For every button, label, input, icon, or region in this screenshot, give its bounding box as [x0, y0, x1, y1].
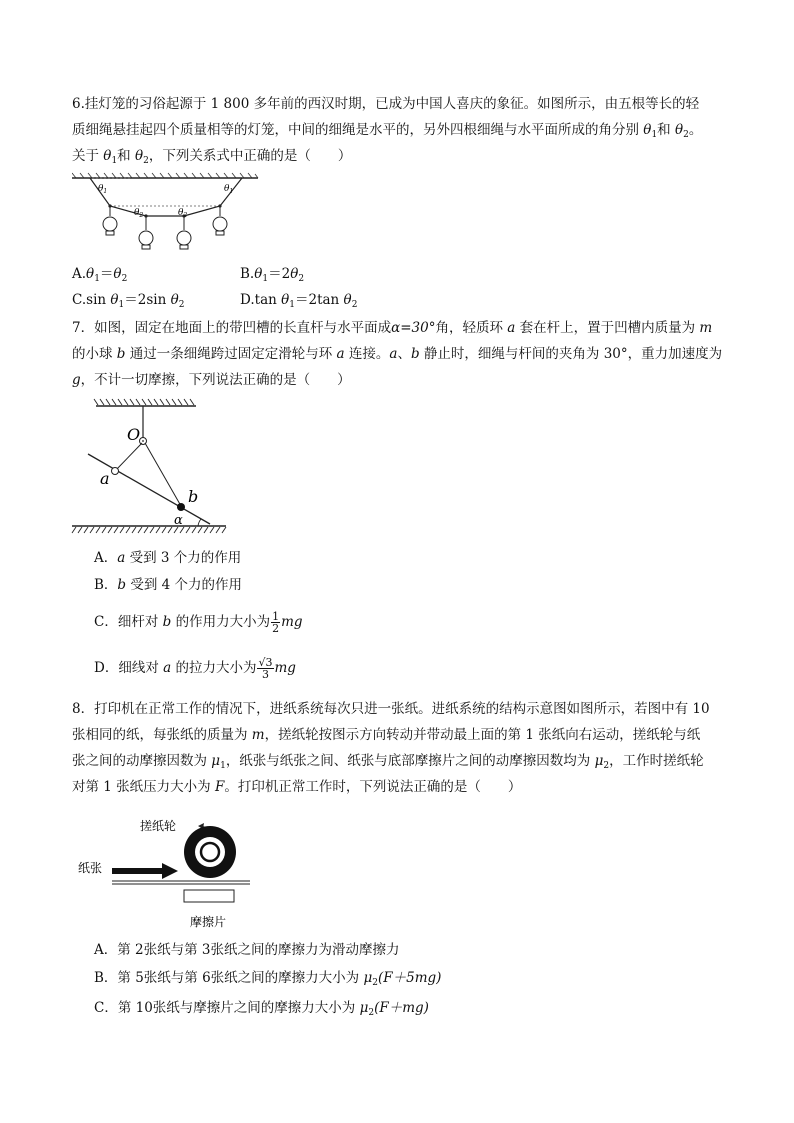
svg-text:θ1: $\theta_1$	[98, 184, 108, 195]
svg-text:b: b	[188, 487, 199, 506]
q6-line1: 6.挂灯笼的习俗起源于 1 800 多年前的西汉时期，已成为中国人喜庆的象征。如图所示，由五根等长的轻	[72, 96, 700, 112]
q8-line3: 张之间的动摩擦因数为 $\mu_1$，纸张与纸张之间、纸张与底部摩擦片之间的动摩擦因数均为 $\mu_2$，工作时搓纸轮	[72, 753, 704, 771]
q8-line2: 张相同的纸，每张纸的质量为 m，搓纸轮按图示方向转动并带动最上面的第 1 张纸向右运动，搓纸轮与纸	[72, 727, 701, 743]
q7-option-d[interactable]: D．细线对 a 的拉力大小为 $\frac{√3}{3}$ mg	[94, 656, 296, 681]
q6-option-d[interactable]: D.tan $\theta_1=2\tan$ $\theta_2$	[240, 292, 358, 310]
q8-option-b[interactable]: B．第 5张纸与第 6张纸之间的摩擦力大小为 $\mu_2(F+5mg)$	[94, 970, 442, 988]
svg-text:纸张: 纸张	[78, 861, 103, 875]
q8-option-c[interactable]: C．第 10张纸与摩擦片之间的摩擦力大小为 $\mu_2(F+mg)$	[94, 1000, 429, 1018]
q7-option-b[interactable]: B．b 受到 4 个力的作用	[94, 577, 243, 593]
q6-option-a[interactable]: $A.\theta_1=\theta_2$	[72, 266, 128, 284]
q8-line1: 8．打印机在正常工作的情况下，进纸系统每次只进一张纸。进纸系统的结构示意图如图所示，若图中有 10	[72, 701, 710, 717]
svg-text:O: O	[127, 425, 141, 444]
svg-text:搓纸轮: 搓纸轮	[140, 819, 177, 833]
q6-option-b[interactable]: $B.\theta_1=2\theta_2$	[240, 266, 305, 284]
q7-option-a[interactable]: A．a 受到 3 个力的作用	[94, 550, 242, 566]
q6-line2: 质细绳悬挂起四个质量相等的灯笼，中间的细绳是水平的，另外四根细绳与水平面所成的角分别 $\theta_1$和 $\theta_2$。	[72, 122, 703, 140]
q7-rod-figure	[70, 396, 230, 538]
q7-line3: g，不计一切摩擦，下列说法正确的是（ ）	[72, 372, 351, 388]
q7-c-fraction: $\frac{1}{2}$	[272, 610, 280, 635]
q8-line4: 对第 1 张纸压力大小为 F。打印机正常工作时，下列说法正确的是（ ）	[72, 779, 522, 795]
q7-d-fraction: $\frac{√3}{3}$	[258, 656, 273, 681]
svg-text:θ2: $\theta_2$	[134, 208, 144, 219]
q6-line3: 关于 $\theta_1$和 $\theta_2$，下列关系式中正确的是（ ）	[72, 148, 352, 166]
svg-text:θ2: $\theta_2$	[178, 208, 188, 219]
q6-option-c[interactable]: C.sin $\theta_1=2\sin$ $\theta_2$	[72, 292, 185, 310]
svg-text:θ1: $\theta_1$	[224, 184, 234, 195]
svg-text:摩擦片: 摩擦片	[190, 915, 227, 929]
svg-text:α: α	[174, 513, 183, 528]
q7-line2: 的小球 b 通过一条细绳跨过固定定滑轮与环 a 连接。a、b 静止时，细绳与杆间的夹角为 30°，重力加速度为	[72, 346, 723, 362]
q7-line1: 7．如图，固定在地面上的带凹槽的长直杆与水平面成α=30°角，轻质环 a 套在杆上，置于凹槽内质量为 m	[72, 320, 713, 336]
svg-text:a: a	[100, 469, 110, 488]
q6-lantern-figure	[72, 172, 262, 258]
q8-option-a[interactable]: A．第 2张纸与第 3张纸之间的摩擦力为滑动摩擦力	[94, 942, 400, 958]
q8-printer-figure	[72, 812, 252, 934]
q7-option-c[interactable]: C．细杆对 b 的作用力大小为 $\frac{1}{2}$ mg	[94, 610, 303, 635]
